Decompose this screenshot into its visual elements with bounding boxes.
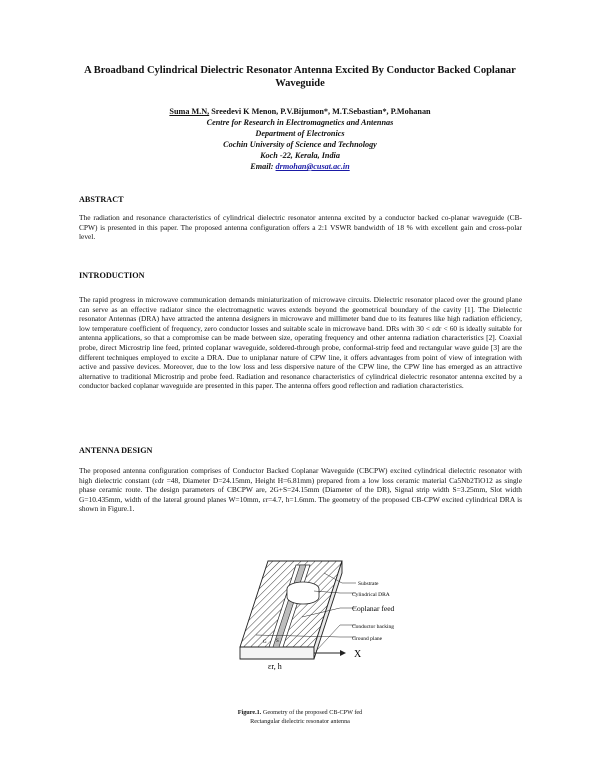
first-author: Suma M.N, [169, 107, 210, 116]
antenna-geometry-figure [230, 547, 430, 712]
er-h-label: εr, h [268, 662, 282, 671]
x-axis-label: X [354, 649, 362, 660]
x-axis-arrow [340, 650, 346, 656]
figure-caption [200, 709, 400, 726]
introduction-heading: INTRODUCTION [79, 271, 145, 280]
abstract-text: The radiation and resonance characteristics of cylindrical dielectric resonator antenna excited by a conductor backed co-planar waveguide (CB-CPW) is presented in this paper. The proposed antenna configuration offers a 2:1 VSWR bandwidth of 18 % with excellent gain and cross-polar level. [79, 213, 522, 242]
affiliation-centre: Centre for Research in Electromagnetics and Antennas [206, 118, 394, 127]
affiliation-dept: Department of Electronics [255, 129, 345, 138]
caption-line-1 [200, 709, 400, 718]
label-g: G [263, 640, 267, 645]
author-names [60, 106, 540, 117]
introduction-text: The rapid progress in microwave communication demands miniaturization of microwave circuits. Dielectric resonator placed over the ground plane can serve as an effective radiator since the electromagnetic waves extends beyond the geometrical boundary of the cavity [1]. The Dielectric resonator Antennas (DRA) have attracted the antenna designers in microwave and millimeter band due to its features like high radiation efficiency, low temperature coefficient of frequency, zero conductor losses and suitable scale in microwave band. DRs with 30 < εdr < 60 is ideally suitable for antenna applications, so that a compromise can be made between size, operating frequency and other antenna radiation characteristics [2]. Coaxial probe, direct Microstrip line feed, printed coplanar waveguide, soldered-through probe, conformal-strip feed and rectangular wave guide [3] are the different techniques employed to excite a DRA. Due to uniplanar nature of CPW line, it offers advantages from point of view of integration with active and passive devices. Moreover, due to the low loss and less dispersive nature of the CPW line, the CPW line has emerged as an attractive alternative to traditional Microstrip and probe feed. Radiation and resonance characteristics of cylindrical dielectric resonator antenna excited by a conductor backed coplanar waveguide are presented in this paper. The antenna offers good reflection and radiation characteristics. [79, 295, 522, 391]
label-feed: Coplanar feed [352, 604, 395, 613]
label-substrate: Substrate [358, 581, 379, 587]
affiliation-city: Koch -22, Kerala, India [260, 151, 340, 160]
label-backing: Conductor backing [352, 624, 395, 630]
substrate-front-face [240, 647, 314, 659]
affiliation-univ: Cochin University of Science and Technology [223, 140, 377, 149]
label-s: S [276, 639, 279, 644]
author-block [60, 106, 540, 172]
label-ground: Ground plane [352, 636, 383, 642]
abstract-heading: ABSTRACT [79, 195, 124, 204]
email-line [60, 161, 540, 172]
email-label: Email: [250, 162, 276, 171]
caption-label: Figure.1. [237, 709, 262, 716]
design-heading: ANTENNA DESIGN [79, 446, 153, 455]
email-link[interactable]: drmohan@cusat.ac.in [275, 162, 350, 171]
label-dra: Cylindrical DRA [352, 592, 390, 598]
caption-line-2: Rectangular dielectric resonator antenna [250, 717, 350, 725]
other-authors: Sreedevi K Menon, P.V.Bijumon*, M.T.Sebastian*, P.Mohanan [209, 107, 431, 116]
design-text: The proposed antenna configuration comprises of Conductor Backed Coplanar Waveguide (CBCPW) excited cylindrical dielectric resonator with high dielectric constant (εdr =48, Diameter D=24.15mm, Height H=6.81mm) prepared from a low loss ceramic material Ca5Nb2TiO12 as single phase ceramic route. The design parameters of CBCPW are, 2G+S=24.15mm (Diameter of the DR), Signal strip width S=3.25mm, Slot width G=10.435mm, width of the lateral ground planes W=10mm, εr=4.7, h=1.6mm. The geometry of the proposed CB-CPW excited cylindrical DRA is shown in Figure.1. [79, 466, 522, 514]
paper-title: A Broadband Cylindrical Dielectric Resonator Antenna Excited By Conductor Backed Coplanar Waveguide [84, 65, 516, 89]
caption-text: Geometry of the proposed CB-CPW fed [261, 709, 363, 716]
